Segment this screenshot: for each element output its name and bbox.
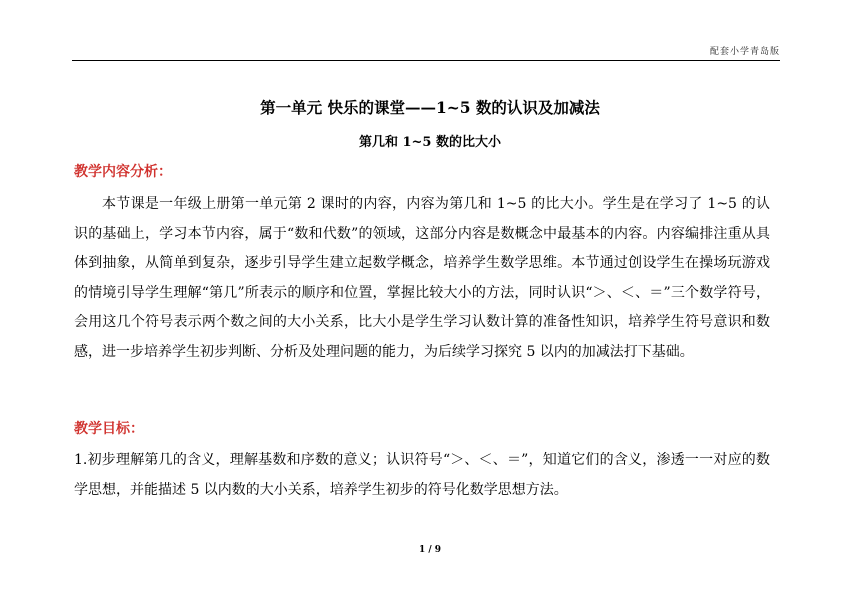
section-heading-teaching-goals: 教学目标：	[74, 421, 144, 437]
page-title: 第一单元 快乐的课堂——1~5 数的认识及加减法	[260, 98, 600, 117]
header-series-tag: 配套小学青岛版	[709, 47, 780, 57]
teaching-goals-paragraph: 1.初步理解第几的含义，理解基数和序数的意义；认识符号“＞、＜、＝”，知道它们的含义，渗透一一对应的数学思想，并能描述 5 以内数的大小关系，培养学生初步的符号化数学思想方法。	[74, 452, 770, 498]
section-heading-content-analysis: 教学内容分析：	[74, 164, 172, 180]
page-number: 1 / 9	[418, 545, 442, 555]
header-rule	[72, 60, 780, 61]
page-subtitle: 第几和 1~5 数的比大小	[358, 135, 502, 150]
content-analysis-paragraph: 本节课是一年级上册第一单元第 2 课时的内容，内容为第几和 1~5 的比大小。学生是在学习了 1~5 的认识的基础上，学习本节内容，属于“数和代数”的领域，这部分内容是数概念中最基本的内容。内容编排注重从具体到抽象，从简单到复杂，逐步引导学生建立起数学概念，培养学生数学思维。本节通过创设学生在操场玩游戏的情境引导学生理解“第几”所表示的顺序和位置，掌握比较大小的方法，同时认识“＞、＜、＝”三个数学符号，会用这几个符号表示两个数之间的大小关系，比大小是学生学习认数计算的准备性知识，培养学生符号意识和数感，进一步培养学生初步判断、分析及处理问题的能力，为后续学习探究 5 以内的加减法打下基础。	[74, 196, 770, 360]
